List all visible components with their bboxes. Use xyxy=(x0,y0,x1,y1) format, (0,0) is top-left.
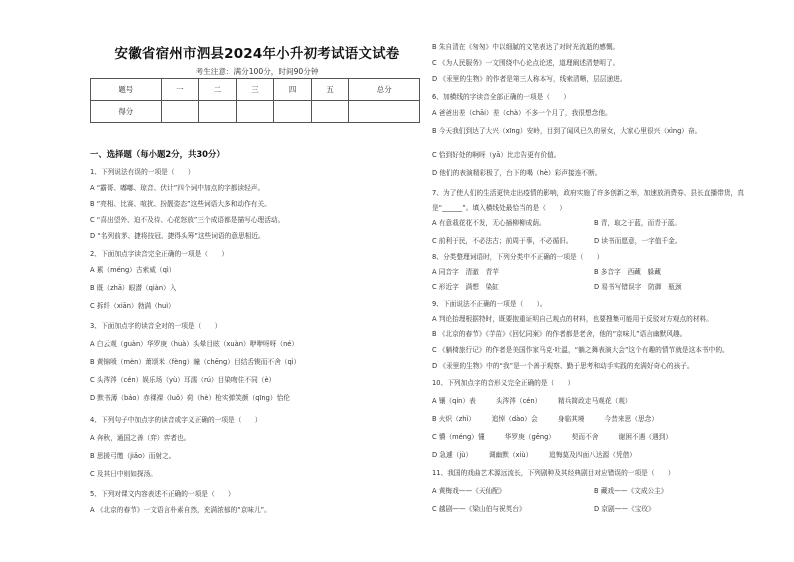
question-line: B 火炽（zhì） 追悼（dào）会 身临其境 今昔来思（思念） xyxy=(432,415,659,423)
question-line: 11、我国的戏曲艺术源远流长，下列剧种及其经典剧目对应错误的一项是（ ） xyxy=(432,469,675,477)
question-line: 8、分类整理词语时，下列分类中不正确的一项是（ ） xyxy=(432,253,604,261)
question-line: A 镶（qín）表 头涔涔（cén） 精兵简政走马观花（观） xyxy=(432,397,632,405)
question-line: D 读书而愿意，一字值千金。 xyxy=(594,237,682,245)
question-line: C 恰到好处的啊呀（yā）比忠告更有价值。 xyxy=(432,151,561,159)
question-line: B 藏戏——《文成公主》 xyxy=(594,487,668,495)
question-line: A “霸哥、嘟嘟、琼音、伏计”四个词中加点的字都读轻声。 xyxy=(90,184,265,192)
question-line: 4、下列句子中加点字的读音或字义正确的一项是（ ） xyxy=(90,416,262,424)
question-line: 2、下面加点字读音完全正确的一项是（ ） xyxy=(90,250,229,258)
question-line: 1、下列说法有误的一项是（ ） xyxy=(90,168,195,176)
question-line: C “喜出望外、迫不及待、心花怒放”三个成语都是描写心理活动。 xyxy=(90,216,285,224)
question-line: B 今天我们到达了大兴（xīng）安岭，目到了闻风已久的景女，大家心里很兴（xìng）奋。 xyxy=(432,127,702,135)
question-line: C 前利于民，不必法古；前周于事，不必循旧。 xyxy=(432,237,573,245)
score-cell[interactable] xyxy=(349,101,420,123)
question-line: A 同音字 清澈 青苹 xyxy=(432,268,499,276)
question-line: A 有意栽花花不发，无心插柳柳成荫。 xyxy=(432,219,546,227)
question-line: C 头涔涔（cén）娱乐场（yù）耳濡（rú）目染吻住不同（è） xyxy=(90,376,276,384)
question-line: A 累（méng）古索威（qì） xyxy=(90,266,176,274)
score-value-row xyxy=(91,101,420,123)
score-header-cell: 题号 xyxy=(91,79,162,101)
score-cell[interactable] xyxy=(236,101,274,123)
question-line: D “名列前茅、捷将技冠、捷得头筹”这些词语的意思相近。 xyxy=(90,232,265,240)
question-line: B 朱自清在《匆匆》中以细腻的文笔表达了对时光流逝的感慨。 xyxy=(432,43,620,51)
question-line: B 思援弓缴（jiǎo）而射之。 xyxy=(90,452,176,460)
question-line: D 易书写错误字 防御 瓶颈 xyxy=(594,283,682,291)
score-table xyxy=(90,78,420,123)
question-line: A 《北京的春节》一文语言朴素自然，充满浓郁的“京味儿”。 xyxy=(90,506,271,514)
score-cell[interactable] xyxy=(311,101,349,123)
score-cell[interactable] xyxy=(274,101,312,123)
question-line: 10、下列加点字的音形义完全正确的是（ ） xyxy=(432,379,575,387)
score-cell[interactable] xyxy=(199,101,237,123)
question-line: C 《为人民服务》一文围绕中心论点论述，道理阐述清楚明了。 xyxy=(432,59,620,67)
score-header-cell: 三 xyxy=(236,79,274,101)
section-heading: 一、选择题（每小题2分，共30分） xyxy=(90,149,225,159)
question-line: 9、下面说法不正确的一项是（ ）。 xyxy=(432,300,547,308)
question-line: D 默书薄（báo）赤裸裸（luǒ）荷（hè）枪实弹笑颜（qīng）怡伦 xyxy=(90,394,290,402)
question-line: C 《躺椅旅行记》的作者是美国作家马克·吐温，“躺之舞表演大会”这个有趣的情节就是这本书中的。 xyxy=(432,346,729,354)
question-line: D 他们的表演精彩极了，台下的喝（hè）彩声接连不断。 xyxy=(432,169,602,177)
question-line: A 黄梅戏——《天仙配》 xyxy=(432,487,506,495)
question-line: B 《北京的春节》《芋苗》《回忆同案》的作者都是老舍，他的“京味儿”语言幽默风趣。 xyxy=(432,330,687,338)
question-line: C 及其日中则如探汤。 xyxy=(90,470,157,478)
question-line: B 多音字 西藏 躲藏 xyxy=(594,268,661,276)
score-row-label: 得分 xyxy=(91,101,162,123)
exam-notice: 考生注意：满分100分，时间90分钟 xyxy=(195,67,319,76)
page-title: 安徽省宿州市泗县2024年小升初考试语文试卷 xyxy=(114,46,400,62)
question-line: B 既（zhā）眼潜（qiàn）入 xyxy=(90,284,177,292)
question-line: D 急遽（jù） 调幽默（xiù） 追悔莫及四面八达源（凭借） xyxy=(432,451,636,459)
question-line: 5、下列对课文内容表述不正确的一项是（ ） xyxy=(90,490,235,498)
question-line: C 懵（méng）懂 华罗庚（gēng） 契而不舍 谢困不遇（遇到） xyxy=(432,433,673,441)
score-header-cell: 四 xyxy=(274,79,312,101)
question-line: A 爸爸出差（chāi）差（chà）不多一个月了，我很想念他。 xyxy=(432,109,612,117)
score-header-cell: 二 xyxy=(199,79,237,101)
question-line: A 判论抬理根据特时，既要抱重证明自己观点的材料，也要搜集可能用于反驳对方观点的材料。 xyxy=(432,315,713,323)
score-header-cell: 五 xyxy=(311,79,349,101)
question-line: D 《汞里的生物》中的“我”是一个善于观察、勤于思考和动手实践的充满好奇心的孩子。 xyxy=(432,362,694,370)
question-line: D 京剧——《宝玫》 xyxy=(594,505,655,513)
score-header-cell: 一 xyxy=(161,79,199,101)
question-line: 6、加横线的字读音全部正确的一项是（ ） xyxy=(432,93,571,101)
question-line: 是“______”。填入横线处最恰当的是（ ） xyxy=(432,204,566,212)
question-line: C 拆纤（xiān）勃满（huì） xyxy=(90,302,175,310)
question-line: D 《汞里的生物》的作者是第三人称本写，线索清晰，层层递进。 xyxy=(432,75,627,83)
question-line: B “亮相、比赛、喧扰、扮靓姿态”这些词语大多和动作有关。 xyxy=(90,200,271,208)
question-line: B 青，取之于蓝，而青于蓝。 xyxy=(594,219,681,227)
question-line: C 形近字 满想 染缸 xyxy=(432,283,499,291)
score-header-row xyxy=(91,79,420,101)
question-line: 3、下面加点字的读音全对的一项是（ ） xyxy=(90,322,222,330)
question-line: C 越剧——《梁山伯与祝英台》 xyxy=(432,505,526,513)
score-header-cell: 总分 xyxy=(349,79,420,101)
question-line: A 奔秋，通国之善（弈）弈者也。 xyxy=(90,434,191,442)
score-cell[interactable] xyxy=(161,101,199,123)
question-line: 7、为了使人们的生活更快走出疫情的影响，政府实施了许多创新之举，加速放消费券、县长直播带货，真 xyxy=(432,189,744,197)
question-line: A 白云观（guàn）华罗庚（huà）头晕目眩（xuàn）咿咿呀呀（né） xyxy=(90,340,299,348)
question-line: B 黄锦喷（mèn）萧颂米（fèng）瞳（chēng）目结舌锲而不舍（qì） xyxy=(90,358,301,366)
